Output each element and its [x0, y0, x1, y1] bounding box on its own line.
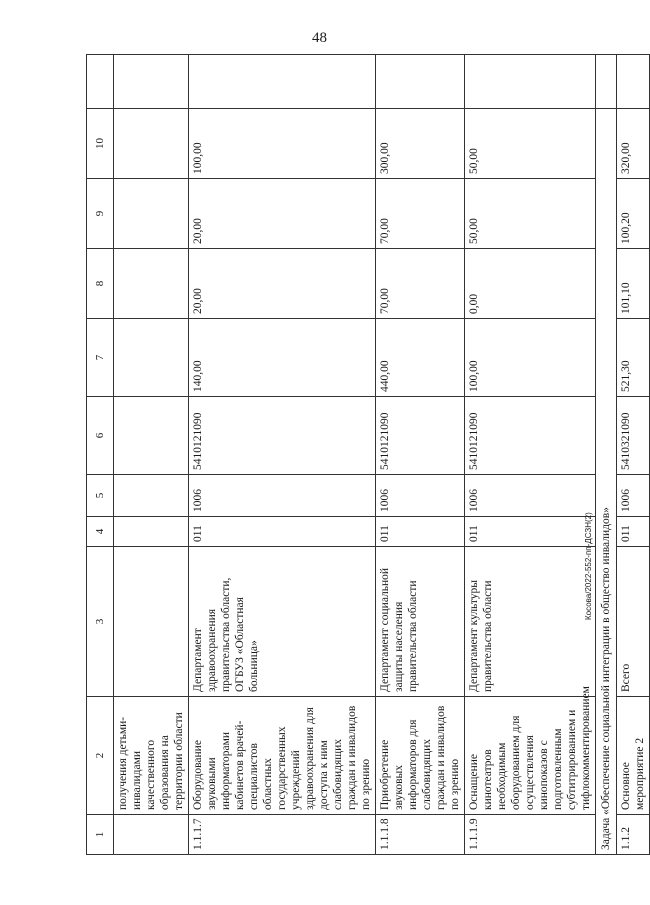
executor: [114, 547, 189, 697]
task-row: [596, 55, 617, 855]
cell-c5: 1006: [617, 475, 650, 517]
cell-c5: 1006: [376, 475, 465, 517]
column-header: 7: [87, 319, 114, 397]
table-row: [617, 55, 650, 855]
activity-name: получения детьми-инвалидами качественного образования на территории области: [114, 697, 189, 815]
cell-c7: 440,00: [376, 319, 465, 397]
cell-c6: 5410121090: [189, 397, 376, 475]
activity-name: Основное мероприятие 2: [617, 697, 650, 815]
cell-c8: 101,10: [617, 249, 650, 319]
cell-c9: 100,20: [617, 179, 650, 249]
task-title: Задача «Обеспечение социальной интеграции в общество инвалидов»: [596, 109, 617, 855]
page-number: 48: [312, 30, 327, 46]
cell-c8: 0,00: [465, 249, 596, 319]
cell-c5: 1006: [189, 475, 376, 517]
executor: Департамент здравоохранения правительства области, ОГБУЗ «Областная больница»: [189, 547, 376, 697]
row-id: 1.1.1.7: [189, 815, 376, 855]
cell-c5: 1006: [465, 475, 596, 517]
column-header: 4: [87, 517, 114, 547]
cell-c4: 011: [376, 517, 465, 547]
column-header: 5: [87, 475, 114, 517]
activity-name: Оснащение кинотеатров необходимым оборудованием для осуществления кинопоказов с подготовленным субтитрированием и тифлокомментированием: [465, 697, 596, 815]
cell-c10: 50,00: [465, 109, 596, 179]
empty-cell: [87, 55, 114, 109]
cell-c10: 320,00: [617, 109, 650, 179]
cell-c10: 100,00: [189, 109, 376, 179]
column-header: 2: [87, 697, 114, 815]
cell-c9: 70,00: [376, 179, 465, 249]
table-row: [465, 55, 596, 855]
cell-c6: 5410321090: [617, 397, 650, 475]
column-header: 9: [87, 179, 114, 249]
cell-c4: 011: [617, 517, 650, 547]
table-row: [376, 55, 465, 855]
activity-name: Приобретение звуковых информаторов для слабовидящих граждан и инвалидов по зрению: [376, 697, 465, 815]
cell-c7: 140,00: [189, 319, 376, 397]
cell-c7: 521,30: [617, 319, 650, 397]
cell-c9: 50,00: [465, 179, 596, 249]
executor: Всего: [617, 547, 650, 697]
column-header: 3: [87, 547, 114, 697]
cell-c4: 011: [465, 517, 596, 547]
row-id: [114, 815, 189, 855]
cell-c8: 20,00: [189, 249, 376, 319]
budget-table: [86, 54, 650, 855]
column-header: 10: [87, 109, 114, 179]
activity-name: Оборудование звуковыми информаторами кабинетов врачей-специалистов областных государственных учреждений здравоохранения для доступа к ним слабовидящих граждан и инвалидов по зрению: [189, 697, 376, 815]
document-code: Косова/2022-552-пп-ДСЗН(2): [584, 512, 593, 620]
row-id: 1.1.1.9: [465, 815, 596, 855]
column-header: 6: [87, 397, 114, 475]
row-id: 1.1.1.8: [376, 815, 465, 855]
executor: Департамент социальной защиты населения правительства области: [376, 547, 465, 697]
cell-c7: 100,00: [465, 319, 596, 397]
cell-c4: 011: [189, 517, 376, 547]
table-row: [189, 55, 376, 855]
column-header: 1: [87, 815, 114, 855]
column-header-row: [87, 55, 114, 855]
cell-c9: 20,00: [189, 179, 376, 249]
cell-c8: 70,00: [376, 249, 465, 319]
cell-c6: 5410121090: [465, 397, 596, 475]
cell-c6: 5410121090: [376, 397, 465, 475]
row-id: 1.1.2: [617, 815, 650, 855]
cell-c10: 300,00: [376, 109, 465, 179]
continuation-row: [114, 55, 189, 855]
document-code-container: [584, 500, 598, 620]
executor: Департамент культуры правительства области: [465, 547, 596, 697]
column-header: 8: [87, 249, 114, 319]
